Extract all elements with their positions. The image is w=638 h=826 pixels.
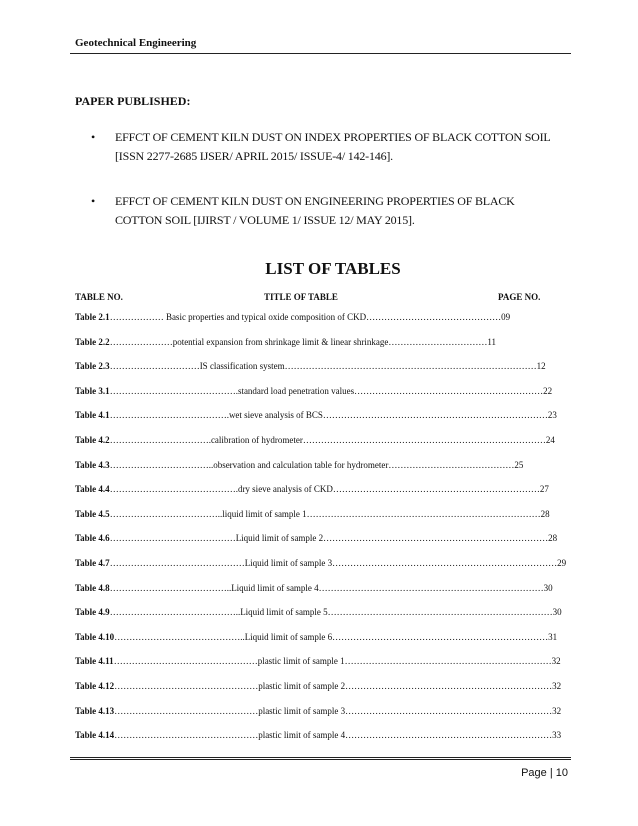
- table-entry: ………………………………….wet sieve analysis of BCS…………………………………………………………………23: [109, 410, 557, 421]
- table-entry: …………………………….calibration of hydrometer………………………………………………………………………24: [109, 434, 555, 445]
- table-row: [75, 508, 550, 534]
- table-row: [75, 533, 558, 558]
- table-number: Table 4.13: [75, 705, 115, 716]
- bullet-icon: •: [91, 130, 96, 144]
- table-number: Table 4.11: [75, 656, 114, 667]
- table-row: [75, 607, 562, 632]
- table-row: [75, 361, 546, 386]
- header-rule: [70, 53, 571, 54]
- col-table-no: TABLE NO.: [75, 292, 123, 302]
- bullet-icon: •: [91, 194, 96, 208]
- table-entry: ……………… Basic properties and typical oxide composition of CKD………………………………………09: [109, 312, 511, 322]
- table-number: Table 4.10: [75, 631, 115, 642]
- publication-list: [88, 128, 558, 256]
- table-row: [75, 484, 549, 509]
- table-number: Table 2.1: [75, 312, 110, 322]
- table-number: Table 4.1: [75, 410, 110, 421]
- table-entry: …………………………………………plastic limit of sample 3……………………………………………………………32: [114, 705, 562, 716]
- table-row: [75, 385, 553, 411]
- table-row: [75, 680, 562, 706]
- table-entry: ………………………………………Liquid limit of sample 3…………………………………………………………………29: [109, 557, 567, 568]
- publication-item: [88, 128, 558, 166]
- table-number: Table 4.12: [75, 680, 115, 691]
- table-row: [75, 730, 562, 755]
- table-row: [75, 459, 524, 485]
- table-row: [75, 337, 520, 362]
- table-entry: …………………………………….dry sieve analysis of CKD……………………………………………………………27: [109, 484, 549, 495]
- publication-text: EFFCT OF CEMENT KILN DUST ON INDEX PROPERTIES OF BLACK COTTON SOIL [ISSN 2277-2685 IJSER/ APRIL 2015/ ISSUE-4/ 142-146].: [115, 130, 551, 163]
- table-entry: ……………………………………..Liquid limit of sample 5…………………………………………………………………30: [109, 607, 562, 618]
- table-number: Table 2.3: [75, 361, 110, 372]
- page-number: Page | 10: [521, 767, 568, 779]
- table-entry: …………………………………….standard load penetration values………………………………………………………22: [109, 385, 553, 396]
- table-number: Table 2.2: [75, 336, 110, 347]
- table-number: Table 3.1: [75, 385, 110, 396]
- list-of-tables-title-text: LIST OF TABLES: [265, 259, 401, 278]
- table-row: [75, 582, 553, 608]
- table-number: Table 4.8: [75, 582, 110, 593]
- table-number: Table 4.9: [75, 607, 110, 618]
- table-row: [75, 434, 555, 460]
- table-entry: …………………………………………plastic limit of sample 1……………………………………………………………32: [113, 656, 561, 667]
- table-entry: …………………potential expansion from shrinkage limit & linear shrinkage……………………………11: [109, 336, 497, 347]
- table-row: [75, 312, 520, 337]
- table-row: [75, 705, 562, 731]
- table-entry: …………………………………………plastic limit of sample 2……………………………………………………………32: [114, 680, 562, 691]
- table-number: Table 4.2: [75, 434, 110, 445]
- table-number: Table 4.14: [75, 730, 115, 741]
- table-row: [75, 631, 558, 657]
- col-title: TITLE OF TABLE: [264, 292, 338, 302]
- table-row: [75, 557, 567, 583]
- table-number: Table 4.3: [75, 459, 110, 470]
- list-of-tables-title: [0, 259, 638, 279]
- table-entry: …………………………………………plastic limit of sample 4……………………………………………………………33: [114, 730, 562, 741]
- table-row: [75, 656, 561, 681]
- table-entry: ……………………………………..Liquid limit of sample 6………………………………………………………………31: [114, 631, 558, 642]
- table-number: Table 4.4: [75, 484, 110, 495]
- publication-text: EFFCT OF CEMENT KILN DUST ON ENGINEERING PROPERTIES OF BLACK COTTON SOIL [IJIRST / VOLUME 1/ ISSUE 12/ MAY 2015].: [115, 194, 515, 227]
- col-page-no: PAGE NO.: [498, 292, 541, 302]
- table-row: [75, 410, 557, 435]
- footer-rule: [70, 757, 571, 760]
- publication-item: [88, 192, 558, 230]
- table-entry: …………………………IS classification system…………………………………………………………………………12: [109, 361, 546, 372]
- table-entry: ……………………………………Liquid limit of sample 2…………………………………………………………………28: [109, 533, 558, 544]
- papers-heading: PAPER PUBLISHED:: [75, 94, 191, 108]
- table-list: [75, 312, 567, 755]
- table-entry: ……………………………..observation and calculation table for hydrometer……………………………………25: [109, 459, 524, 470]
- table-entry: …………………………………..Liquid limit of sample 4…………………………………………………………………30: [109, 582, 553, 593]
- table-number: Table 4.5: [75, 508, 110, 519]
- table-number: Table 4.6: [75, 533, 110, 544]
- table-entry: ………………………………..liquid limit of sample 1……………………………………………………………………28: [109, 508, 550, 519]
- running-header: Geotechnical Engineering: [75, 37, 197, 49]
- table-number: Table 4.7: [75, 557, 110, 568]
